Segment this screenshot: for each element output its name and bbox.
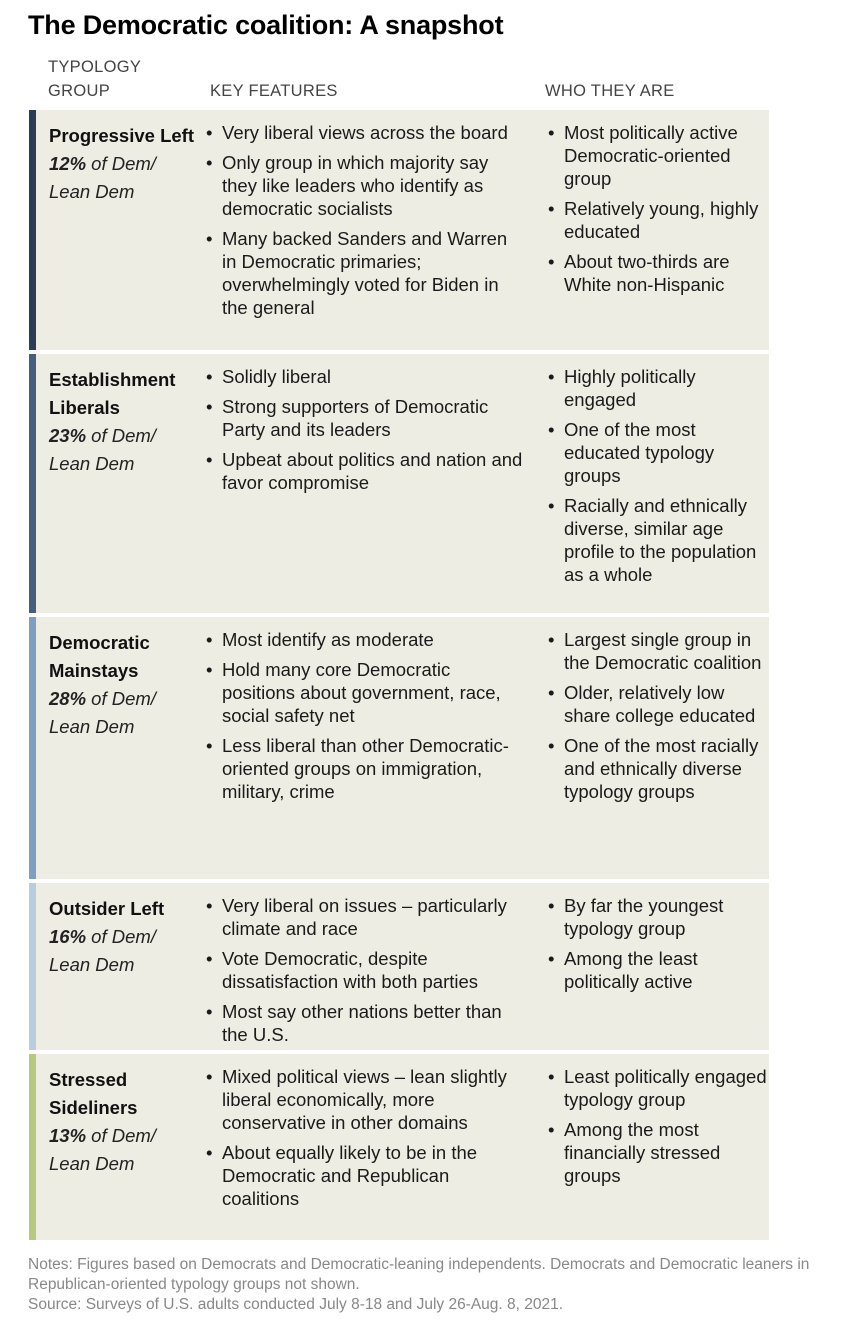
typology-row xyxy=(29,354,769,613)
typology-row xyxy=(29,1054,769,1240)
group-share-label-2: Lean Dem xyxy=(49,181,135,202)
group-color-bar xyxy=(29,1054,36,1240)
group-cell xyxy=(49,1066,199,1178)
who-they-are-list xyxy=(548,121,768,303)
bullet-item: • One of the most racially and ethnically diverse typology groups xyxy=(548,734,768,803)
bullet-item: • Less liberal than other Democratic-oriented groups on immigration, military, crime xyxy=(206,734,526,803)
bullet-item: • About two-thirds are White non-Hispanic xyxy=(548,250,768,296)
group-share xyxy=(49,150,199,178)
column-header-key-features: KEY FEATURES xyxy=(210,82,338,100)
typology-row xyxy=(29,617,769,879)
group-share-value: 12% xyxy=(49,153,87,174)
bullet-item: • Among the least politically active xyxy=(548,947,768,993)
key-features-list xyxy=(206,628,526,810)
bullet-item: • Mixed political views – lean slightly liberal economically, more conservative in other domains xyxy=(206,1065,526,1134)
group-name: Democratic Mainstays xyxy=(49,632,150,681)
notes-text: Notes: Figures based on Democrats and Democratic-leaning independents. Democrats and Democratic leaners in Republican-oriented typology groups not shown. xyxy=(28,1256,810,1293)
bullet-item: • Largest single group in the Democratic coalition xyxy=(548,628,768,674)
group-share-value: 28% xyxy=(49,688,87,709)
group-cell xyxy=(49,629,199,741)
typology-row xyxy=(29,110,769,350)
typology-row xyxy=(29,883,769,1050)
group-color-bar xyxy=(29,883,36,1050)
bullet-item: • Least politically engaged typology group xyxy=(548,1065,768,1111)
group-share-label-2: Lean Dem xyxy=(49,453,135,474)
group-name: Outsider Left xyxy=(49,898,165,919)
group-share xyxy=(49,685,199,713)
bullet-item: • Highly politically engaged xyxy=(548,365,768,411)
group-share xyxy=(49,422,199,450)
bullet-item: • Relatively young, highly educated xyxy=(548,197,768,243)
group-cell xyxy=(49,895,199,979)
page-title: The Democratic coalition: A snapshot xyxy=(28,10,504,40)
bullet-item: • Very liberal on issues – particularly climate and race xyxy=(206,894,526,940)
bullet-item: • Most politically active Democratic-oriented group xyxy=(548,121,768,190)
group-color-bar xyxy=(29,110,36,350)
bullet-item: • Vote Democratic, despite dissatisfaction with both parties xyxy=(206,947,526,993)
key-features-list xyxy=(206,121,526,326)
bullet-item: • Racially and ethnically diverse, similar age profile to the population as a whole xyxy=(548,494,768,586)
bullet-item: • Solidly liberal xyxy=(206,365,526,388)
bullet-item: • Most say other nations better than the U.S. xyxy=(206,1000,526,1046)
who-they-are-list xyxy=(548,1065,768,1194)
bullet-item: • Only group in which majority say they like leaders who identify as democratic socialists xyxy=(206,151,526,220)
key-features-list xyxy=(206,894,526,1053)
group-share xyxy=(49,1122,199,1150)
bullet-item: • Strong supporters of Democratic Party and its leaders xyxy=(206,395,526,441)
group-name: Establishment Liberals xyxy=(49,369,176,418)
key-features-list xyxy=(206,365,526,501)
bullet-item: • Among the most financially stressed groups xyxy=(548,1118,768,1187)
bullet-item: • Most identify as moderate xyxy=(206,628,526,651)
group-name: Progressive Left xyxy=(49,125,194,146)
bullet-item: • Upbeat about politics and nation and favor compromise xyxy=(206,448,526,494)
group-share-label-2: Lean Dem xyxy=(49,954,135,975)
source-text: Source: Surveys of U.S. adults conducted July 8-18 and July 26-Aug. 8, 2021. xyxy=(28,1296,564,1313)
group-cell xyxy=(49,122,199,206)
bullet-item: • Hold many core Democratic positions about government, race, social safety net xyxy=(206,658,526,727)
who-they-are-list xyxy=(548,894,768,1000)
footnotes xyxy=(28,1255,818,1315)
group-share-label-2: Lean Dem xyxy=(49,716,135,737)
group-share-label: of Dem/ xyxy=(91,688,156,709)
group-share-label: of Dem/ xyxy=(91,1125,156,1146)
group-share-label-2: Lean Dem xyxy=(49,1153,135,1174)
group-share xyxy=(49,923,199,951)
column-header-typology-group: TYPOLOGY GROUP xyxy=(48,58,141,100)
bullet-item: • About equally likely to be in the Democratic and Republican coalitions xyxy=(206,1141,526,1210)
bullet-item: • Very liberal views across the board xyxy=(206,121,526,144)
who-they-are-list xyxy=(548,628,768,810)
group-share-label: of Dem/ xyxy=(91,425,156,446)
bullet-item: • Many backed Sanders and Warren in Democratic primaries; overwhelmingly voted for Biden in the general xyxy=(206,227,526,319)
key-features-list xyxy=(206,1065,526,1217)
bullet-item: • Older, relatively low share college educated xyxy=(548,681,768,727)
group-share-label: of Dem/ xyxy=(91,926,156,947)
group-share-label: of Dem/ xyxy=(91,153,156,174)
group-cell xyxy=(49,366,199,478)
group-color-bar xyxy=(29,617,36,879)
group-share-value: 23% xyxy=(49,425,87,446)
bullet-item: • By far the youngest typology group xyxy=(548,894,768,940)
who-they-are-list xyxy=(548,365,768,593)
group-share-value: 16% xyxy=(49,926,87,947)
column-header-who-they-are: WHO THEY ARE xyxy=(545,82,675,100)
group-color-bar xyxy=(29,354,36,613)
bullet-item: • One of the most educated typology groups xyxy=(548,418,768,487)
group-share-value: 13% xyxy=(49,1125,87,1146)
group-name: Stressed Sideliners xyxy=(49,1069,138,1118)
